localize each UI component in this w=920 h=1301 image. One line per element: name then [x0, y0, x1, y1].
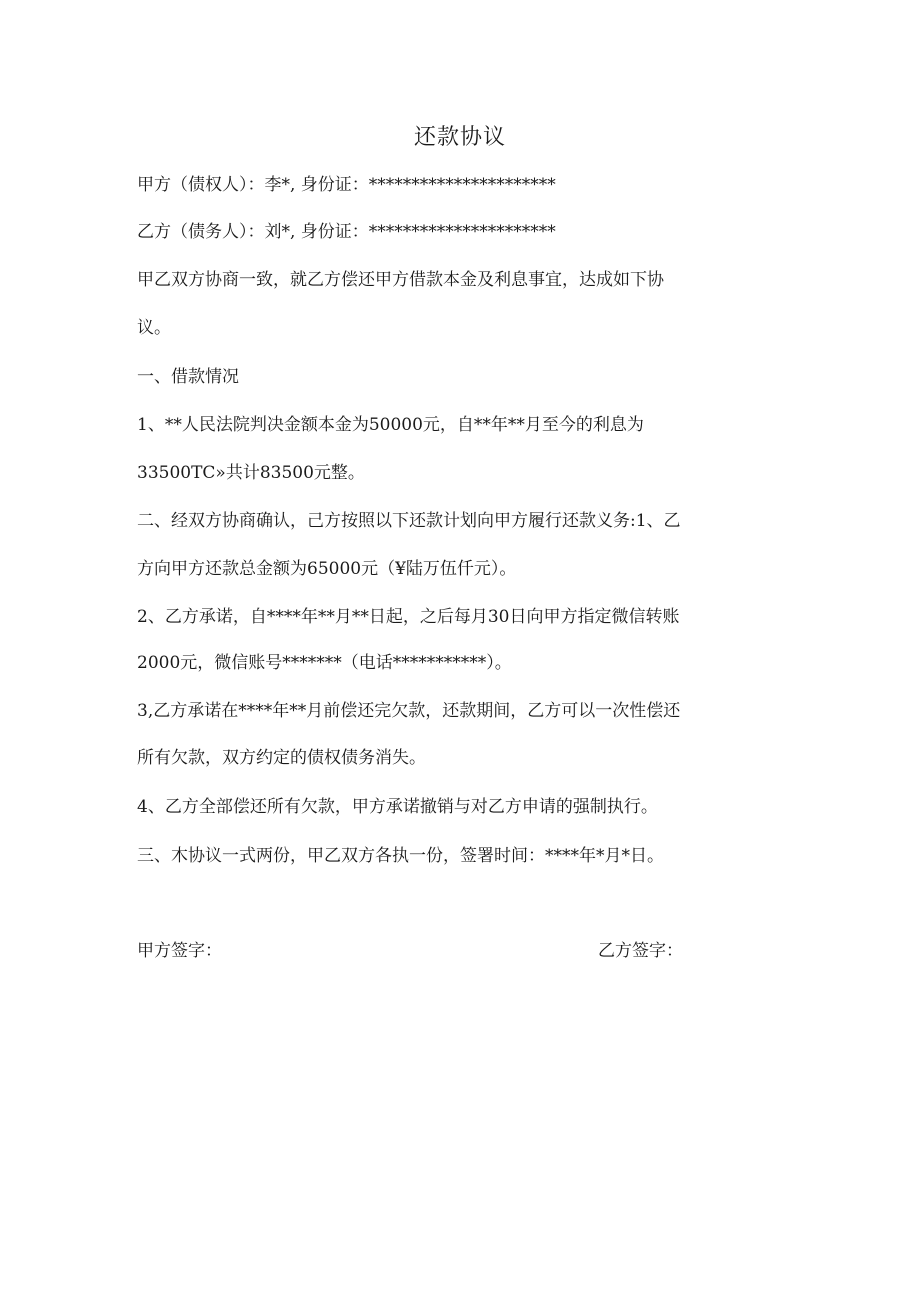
section-3-line: 三、木协议一式两份，甲乙双方各执一份，签署时间：****年*月*日。	[137, 846, 664, 866]
section-1-heading: 一、借款情况	[137, 367, 239, 387]
clause-3-line-2: 所有欠款，双方约定的债权债务消失。	[137, 748, 426, 768]
party-b-signature-label: 乙方签字：	[598, 941, 683, 961]
section-2-line-2: 方向甲方还款总金额为65000元（¥陆万伍仟元）。	[137, 559, 517, 579]
section-2-line-1: 二、经双方协商确认，己方按照以下还款计划向甲方履行还款义务:1、乙	[137, 511, 681, 531]
clause-3-line-1: 3,乙方承诺在****年**月前偿还完欠款，还款期间，乙方可以一次性偿还	[137, 701, 681, 721]
clause-2-line-1: 2、乙方承诺，自****年**月**日起，之后每月30日向甲方指定微信转账	[137, 607, 680, 627]
party-a-signature-label: 甲方签字：	[137, 941, 222, 961]
intro-line-1: 甲乙双方协商一致，就乙方偿还甲方借款本金及利息事宜，达成如下协	[137, 270, 664, 290]
party-b-line: 乙方（债务人）：刘*, 身份证：**********************	[137, 222, 556, 242]
party-a-line: 甲方（债权人）：李*, 身份证：**********************	[137, 175, 556, 195]
intro-line-2: 议。	[137, 318, 171, 338]
clause-4-line: 4、乙方全部偿还所有欠款，甲方承诺撤销与对乙方申请的强制执行。	[137, 797, 658, 817]
clause-1-line-2: 33500TC»共计83500元整。	[137, 463, 365, 483]
clause-1-line-1: 1、**人民法院判决金额本金为50000元，自**年**月至今的利息为	[137, 415, 644, 435]
clause-2-line-2: 2000元，微信账号*******（电话***********）。	[137, 653, 512, 673]
document-title: 还款协议	[413, 125, 506, 150]
